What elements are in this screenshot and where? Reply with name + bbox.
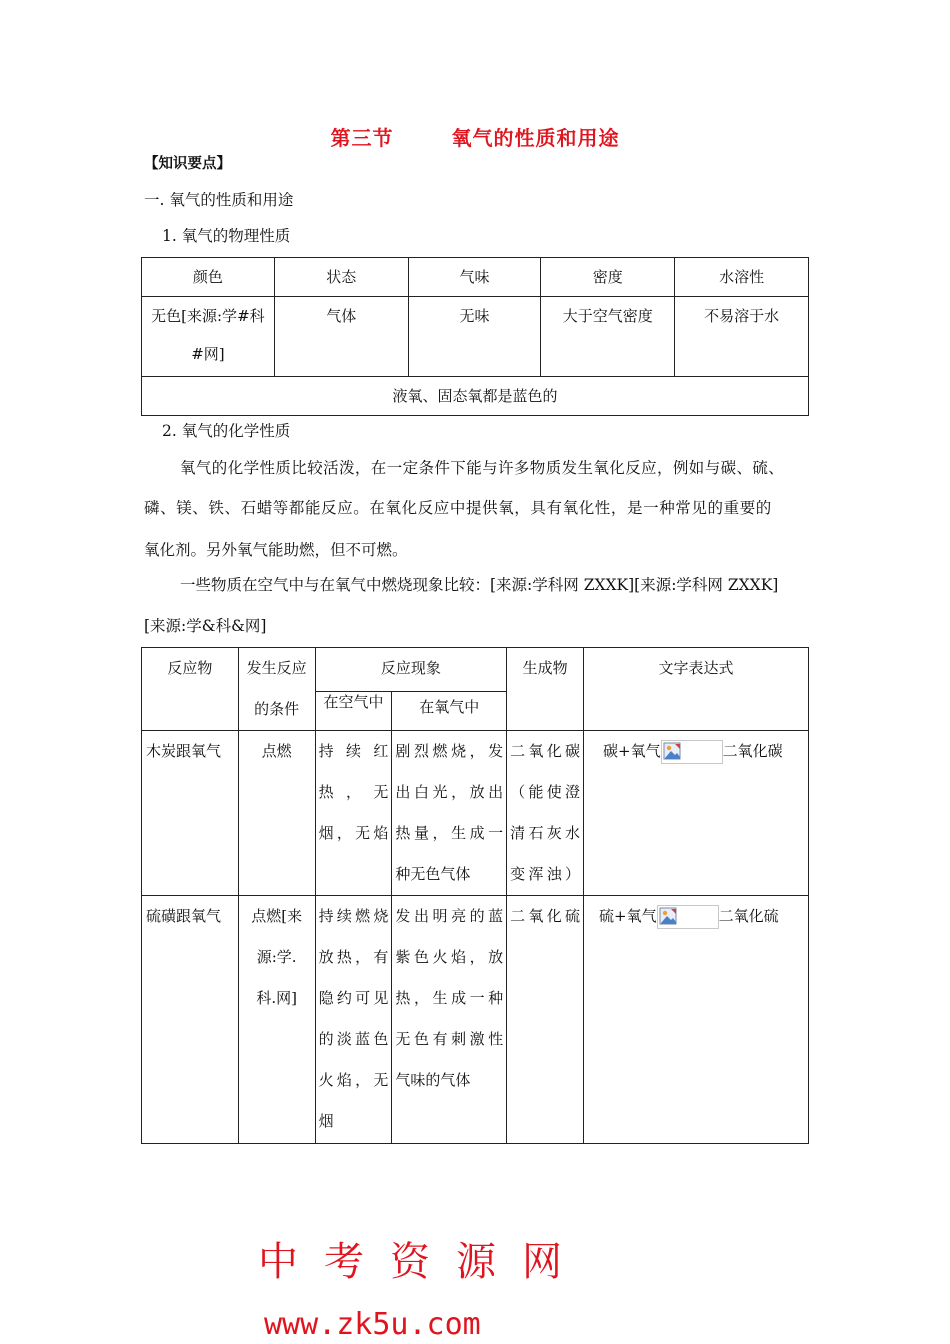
expression-cell: 硫+氧气 二氧化硫 <box>584 896 809 1144</box>
oxygen-cell: 剧烈燃烧，发 出白光，放出 热量，生成一 种无色气体 <box>392 731 507 896</box>
product-cell: 二氧化碳 （能使澄 清石灰水 变浑浊） <box>507 731 584 896</box>
air-cell: 持 续 红 热 ， 无 烟，无焰 <box>315 731 392 896</box>
header-in-air: 在空气中 <box>315 691 392 730</box>
paragraph-line: 氧化剂。另外氧气能助燃，但不可燃。 <box>144 541 408 559</box>
watermark-url[interactable]: www.zk5u.com <box>264 1307 481 1342</box>
heading-chemical: 2. 氧气的化学性质 <box>162 422 291 440</box>
header-cell: 颜色 <box>142 258 275 297</box>
watermark-site-name: 中考资源网 <box>258 1239 588 1285</box>
density-cell: 大于空气密度 <box>541 297 675 377</box>
header-cell: 状态 <box>274 258 408 297</box>
header-expression: 文字表达式 <box>584 648 809 731</box>
header-cell: 气味 <box>408 258 541 297</box>
table-row <box>142 731 809 896</box>
page-title: 第三节 氧气的性质和用途 <box>330 126 620 150</box>
combustion-table <box>141 647 809 1144</box>
table-row <box>142 896 809 1144</box>
paragraph-line: 氧气的化学性质比较活泼，在一定条件下能与许多物质发生氧化反应，例如与碳、硫、 <box>180 459 785 477</box>
header-product: 生成物 <box>507 648 584 731</box>
reactant-cell: 硫磺跟氧气 <box>142 896 239 1144</box>
air-cell: 持续燃烧 放热，有 隐约可见 的淡蓝色 火焰，无 烟 <box>315 896 392 1144</box>
heading-physical: 1. 氧气的物理性质 <box>162 227 291 245</box>
broken-image-icon <box>661 740 723 764</box>
header-phenomenon: 反应现象 <box>315 648 507 692</box>
section-label: 【知识要点】 <box>144 156 231 172</box>
reactant-cell: 木炭跟氧气 <box>142 731 239 896</box>
product-cell: 二氧化硫 <box>507 896 584 1144</box>
table-footer-note: 液氧、固态氧都是蓝色的 <box>142 377 809 416</box>
heading-properties: 一. 氧气的性质和用途 <box>144 191 294 209</box>
state-cell: 气体 <box>274 297 408 377</box>
paragraph-line: 一些物质在空气中与在氧气中燃烧现象比较：[来源:学科网 ZXXK][来源:学科网 ZXXK] <box>180 576 779 594</box>
expression-cell: 碳+氧气 二氧化碳 <box>584 731 809 896</box>
smell-cell: 无味 <box>408 297 541 377</box>
paragraph-line: 磷、镁、铁、石蜡等都能反应。在氧化反应中提供氧，具有氧化性，是一种常见的重要的 <box>144 499 772 517</box>
condition-cell: 点燃 <box>238 731 315 896</box>
condition-cell: 点燃[来 源:学. 科.网] <box>238 896 315 1144</box>
physical-properties-table <box>141 257 809 416</box>
header-in-oxygen: 在氧气中 <box>392 691 507 730</box>
color-cell: 无色[来源:学#科 #网] <box>142 297 275 377</box>
header-reactant: 反应物 <box>142 648 239 731</box>
header-cell: 水溶性 <box>675 258 809 297</box>
broken-image-icon <box>657 905 719 929</box>
solubility-cell: 不易溶于水 <box>675 297 809 377</box>
header-cell: 密度 <box>541 258 675 297</box>
oxygen-cell: 发出明亮的蓝 紫色火焰，放 热，生成一种 无色有刺激性 气味的气体 <box>392 896 507 1144</box>
header-condition: 发生反应 的条件 <box>238 648 315 731</box>
paragraph-line: [来源:学&科&网] <box>144 617 267 635</box>
